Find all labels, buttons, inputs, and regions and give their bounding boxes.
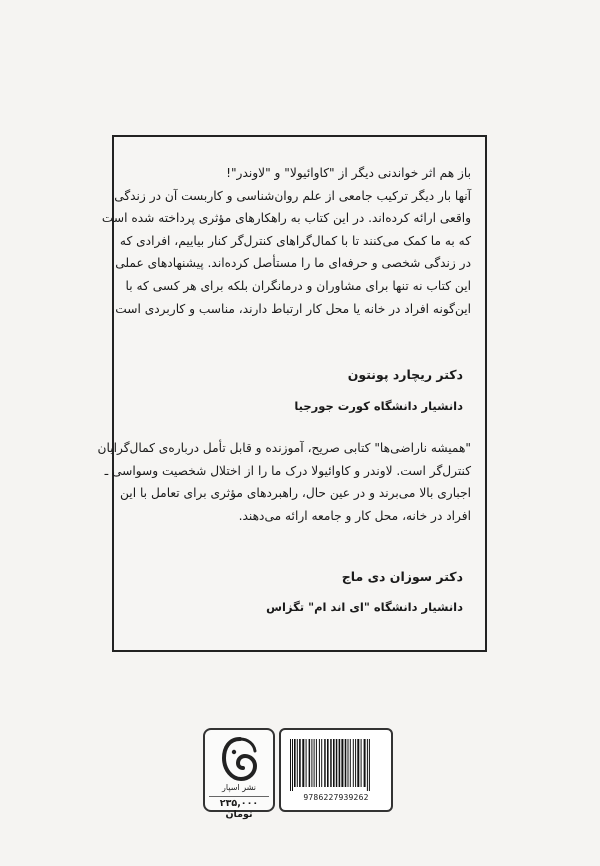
- endorsement-1-line: این کتاب نه تنها برای مشاوران و درمانگران بلکه برای هر کسی که با: [125, 278, 471, 293]
- endorsement-1-author: دکتر ریچارد پونتون: [347, 367, 463, 382]
- barcode-box: [279, 728, 393, 812]
- endorsement-2-text: [97, 437, 471, 527]
- endorsement-2-line: کنترل‌گر است. لاوندر و کاوائیولا درک ما را از اختلال شخصیت وسواسی ـ: [104, 463, 471, 478]
- endorsement-2-line: افراد در خانه، محل کار و جامعه ارائه می‌دهند.: [238, 508, 471, 523]
- publisher-logo-icon: [221, 736, 259, 782]
- endorsement-2-affiliation: دانشیار دانشگاه "ای اند ام" تگزاس: [266, 600, 463, 614]
- endorsement-1-text: [101, 162, 471, 320]
- endorsement-2-line: اجباری بالا می‌برند و در عین حال، راهبردهای مؤثری برای تعامل با این: [120, 486, 471, 501]
- endorsement-1-line: آنها بار دیگر ترکیب جامعی از علم روان‌شناسی و کاربست آن در زندگی: [114, 188, 471, 203]
- price-label: ۲۳۵,۰۰۰ تومان: [209, 796, 269, 820]
- barcode-icon: [289, 739, 387, 791]
- endorsement-1-line: که به ما کمک می‌کنند تا با کمال‌گراهای کنترل‌گر کنار بیاییم، افرادی که: [119, 233, 471, 248]
- publisher-name: نشر اسپار: [222, 783, 256, 792]
- endorsement-2-author: دکتر سوزان دی ماج: [341, 569, 463, 584]
- endorsement-1-line: در زندگی شخصی و حرفه‌ای ما را مستأصل کرده‌اند. پیشنهادهای عملی: [115, 256, 471, 271]
- endorsement-1-line: واقعی ارائه کرده‌اند. در این کتاب به راهکارهای مؤثری پرداخته شده است: [101, 211, 471, 226]
- isbn-number: 9786227939262: [303, 793, 369, 802]
- endorsement-1-line: این‌گونه افراد در خانه یا محل کار ارتباط دارند، مناسب و کاربردی است.: [111, 301, 471, 316]
- endorsement-frame: [97, 135, 487, 652]
- publisher-box: [203, 728, 275, 820]
- endorsement-1-affiliation: دانشیار دانشگاه کورت جورجیا: [294, 399, 463, 413]
- endorsement-1-line: باز هم اثر خواندنی دیگر از "کاوائیولا" و "لاوندر"!: [226, 166, 471, 180]
- endorsement-2-line: "همیشه ناراضی‌ها" کتابی صریح، آموزنده و قابل تأمل درباره‌ی کمال‌گرایان: [97, 441, 471, 455]
